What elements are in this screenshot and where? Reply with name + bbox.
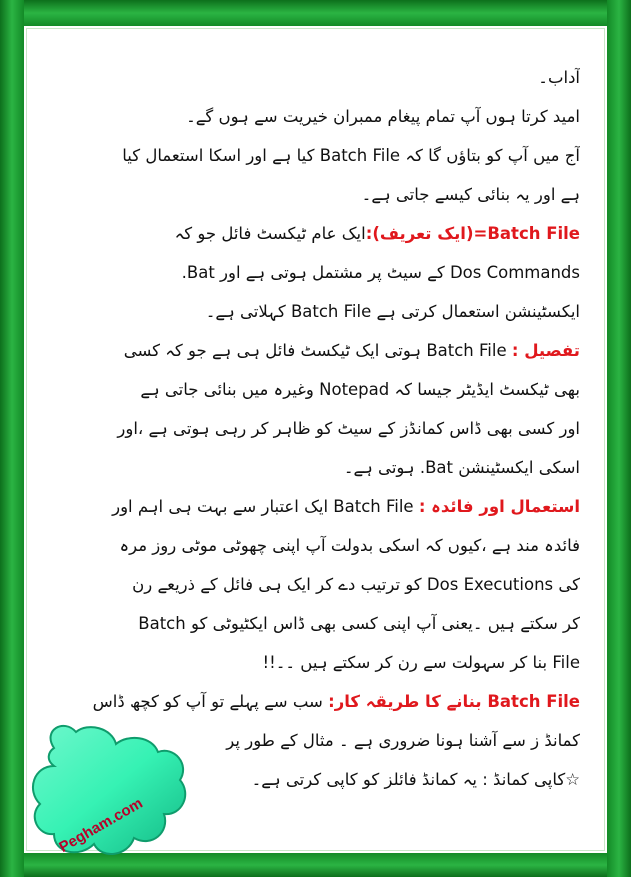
- method-heading: Batch File بنانے کا طریقہ کار:: [328, 692, 580, 711]
- details-text: Batch File ہوتی ایک ٹیکسٹ فائل ہی ہے جو کہ کسی: [123, 341, 507, 360]
- text-line: ہے اور یہ بنائی کیسے جاتی ہے۔: [361, 185, 580, 204]
- usage-text: Batch File ایک اعتبار سے بہت ہی اہم اور: [112, 497, 414, 516]
- frame-left: [0, 0, 24, 877]
- text-line: بھی ٹیکسٹ ایڈیٹر جیسا کہ Notepad وغیرہ میں بنائی جاتی ہے: [140, 380, 580, 399]
- text-line: اور کسی بھی ڈاس کمانڈز کے سیٹ کو ظاہر کر رہی ہوتی ہے ،اور: [117, 419, 580, 438]
- text-line: کر سکتے ہیں ۔یعنی آپ اپنی کسی بھی ڈاس ایکٹیوٹی کو Batch: [138, 614, 580, 633]
- text-line: Dos Commands کے سیٹ پر مشتمل ہوتی ہے اور Bat.: [181, 263, 580, 282]
- text-line: اسکی ایکسٹینشن Bat. ہوتی ہے۔: [343, 458, 580, 477]
- definition-text: ایک عام ٹیکسٹ فائل جو کہ: [174, 224, 366, 243]
- article-body: [34, 58, 580, 799]
- pegham-logo: [24, 708, 192, 868]
- text-line: File بنا کر سہولت سے رن کر سکتے ہیں ۔۔!!: [262, 653, 580, 672]
- greeting-line: آداب۔: [538, 68, 580, 87]
- usage-heading: استعمال اور فائدہ :: [418, 497, 580, 516]
- definition-heading: Batch File=(ایک تعریف):: [365, 224, 580, 243]
- text-line: ☆کاپی کمانڈ : یہ کمانڈ فائلز کو کاپی کرتی ہے۔: [251, 770, 580, 789]
- usage-line: [34, 487, 580, 526]
- definition-line: [34, 214, 580, 253]
- text-line: آج میں آپ کو بتاؤں گا کہ Batch File کیا ہے اور اسکا استعمال کیا: [122, 146, 580, 165]
- frame-top: [0, 0, 631, 26]
- text-line: کمانڈ ز سے آشنا ہونا ضروری ہے ۔ مثال کے طور پر: [226, 731, 580, 750]
- text-line: فائدہ مند ہے ،کیوں کہ اسکی بدولت آپ اپنی چھوٹی موٹی روز مرہ: [119, 536, 580, 555]
- puzzle-piece-shape: [33, 726, 185, 857]
- text-line: کی Dos Executions کو ترتیب دے کر ایک ہی فائل کے ذریعے رن: [132, 575, 580, 594]
- details-line: [34, 331, 580, 370]
- details-heading: تفصیل :: [511, 341, 580, 360]
- logo-text: Pegham.com: [56, 794, 146, 857]
- frame-right: [607, 0, 631, 877]
- text-line: ایکسٹینشن استعمال کرتی ہے Batch File کہلاتی ہے۔: [205, 302, 580, 321]
- text-line: امید کرتا ہوں آپ تمام پیغام ممبران خیریت سے ہوں گے۔: [186, 107, 580, 126]
- method-text: سب سے پہلے تو آپ کو کچھ ڈاس: [92, 692, 323, 711]
